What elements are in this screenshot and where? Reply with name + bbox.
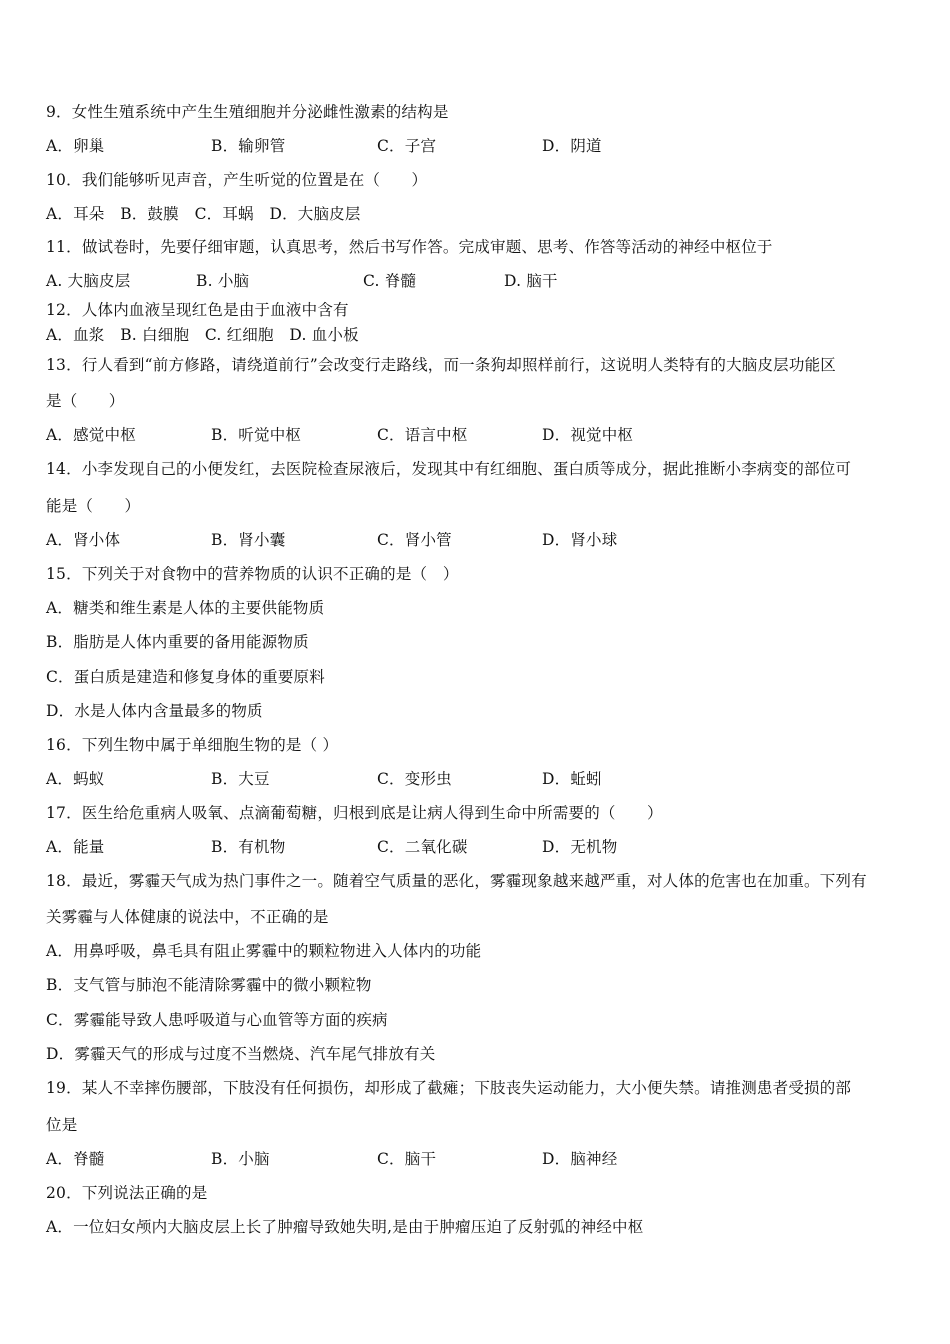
question-12-stem: 12．人体内血液呈现红色是由于血液中含有 <box>46 301 349 319</box>
question-15-stem: 15．下列关于对食物中的营养物质的认识不正确的是（ ） <box>46 565 459 583</box>
question-11-stem: 11．做试卷时，先要仔细审题，认真思考，然后书写作答。完成审题、思考、作答等活动的神经中枢位于 <box>46 238 773 256</box>
question-12-options: A．血浆 B. 白细胞 C. 红细胞 D. 血小板 <box>46 326 359 344</box>
option-b: B．小脑 <box>211 1150 270 1168</box>
question-15-option-b: B．脂肪是人体内重要的备用能源物质 <box>46 633 309 651</box>
option-d: D. 脑干 <box>504 272 558 290</box>
option-c: C．二氧化碳 <box>377 838 468 856</box>
option-b: B．听觉中枢 <box>211 426 302 444</box>
option-c: C．语言中枢 <box>377 426 468 444</box>
question-14-stem-line-1: 14．小李发现自己的小便发红，去医院检查尿液后，发现其中有红细胞、蛋白质等成分，据此推断小李病变的部位可 <box>46 460 852 478</box>
question-18-stem-line-2: 关雾霾与人体健康的说法中，不正确的是 <box>46 908 329 926</box>
question-10-options: A．耳朵 B．鼓膜 C．耳蜗 D．大脑皮层 <box>46 205 361 223</box>
question-13-stem-line-2: 是（ ） <box>46 392 125 410</box>
option-d: D．脑神经 <box>542 1150 618 1168</box>
question-15-option-d: D．水是人体内含量最多的物质 <box>46 702 263 720</box>
option-d: D．肾小球 <box>542 531 618 549</box>
question-15-option-c: C．蛋白质是建造和修复身体的重要原料 <box>46 668 325 686</box>
question-20-option-a: A．一位妇女颅内大脑皮层上长了肿瘤导致她失明,是由于肿瘤压迫了反射弧的神经中枢 <box>46 1218 644 1236</box>
question-13-stem-line-1: 13．行人看到“前方修路，请绕道前行”会改变行走路线，而一条狗却照样前行，这说明人类特有的大脑皮层功能区 <box>46 356 836 374</box>
question-19-stem-line-2: 位是 <box>46 1116 78 1134</box>
question-18-option-a: A．用鼻呼吸，鼻毛具有阻止雾霾中的颗粒物进入人体内的功能 <box>46 942 482 960</box>
option-c: C. 脊髓 <box>363 272 417 290</box>
option-a: A．卵巢 <box>46 137 105 155</box>
option-d: D．蚯蚓 <box>542 770 602 788</box>
option-c: C．子宫 <box>377 137 437 155</box>
question-19-stem-line-1: 19．某人不幸摔伤腰部，下肢没有任何损伤，却形成了截瘫；下肢丧失运动能力，大小便失禁。请推测患者受损的部 <box>46 1079 852 1097</box>
option-b: B．大豆 <box>211 770 270 788</box>
option-d: D．视觉中枢 <box>542 426 634 444</box>
question-16-stem: 16．下列生物中属于单细胞生物的是（ ） <box>46 736 339 754</box>
option-a: A．感觉中枢 <box>46 426 136 444</box>
option-d: D．阴道 <box>542 137 602 155</box>
option-b: B．输卵管 <box>211 137 286 155</box>
option-a: A. 大脑皮层 <box>46 272 131 290</box>
question-20-stem: 20．下列说法正确的是 <box>46 1184 208 1202</box>
option-c: C．肾小管 <box>377 531 452 549</box>
option-b: B．肾小囊 <box>211 531 286 549</box>
question-18-option-b: B．支气管与肺泡不能清除雾霾中的微小颗粒物 <box>46 976 372 994</box>
question-18-option-c: C．雾霾能导致人患呼吸道与心血管等方面的疾病 <box>46 1011 388 1029</box>
option-c: C．变形虫 <box>377 770 452 788</box>
option-c: C．脑干 <box>377 1150 437 1168</box>
question-9-stem: 9．女性生殖系统中产生生殖细胞并分泌雌性激素的结构是 <box>46 103 449 121</box>
question-18-stem-line-1: 18．最近，雾霾天气成为热门事件之一。随着空气质量的恶化，雾霾现象越来越严重，对人体的危害也在加重。下列有 <box>46 872 867 890</box>
option-a: A．蚂蚁 <box>46 770 105 788</box>
question-14-stem-line-2: 能是（ ） <box>46 497 141 515</box>
question-10-stem: 10．我们能够听见声音，产生听觉的位置是在（ ） <box>46 171 428 189</box>
option-d: D．无机物 <box>542 838 618 856</box>
question-17-stem: 17．医生给危重病人吸氧、点滴葡萄糖，归根到底是让病人得到生命中所需要的（ ） <box>46 804 663 822</box>
option-a: A．能量 <box>46 838 105 856</box>
option-a: A．脊髓 <box>46 1150 105 1168</box>
question-18-option-d: D．雾霾天气的形成与过度不当燃烧、汽车尾气排放有关 <box>46 1045 436 1063</box>
option-b: B．有机物 <box>211 838 286 856</box>
option-a: A．肾小体 <box>46 531 121 549</box>
question-15-option-a: A．糖类和维生素是人体的主要供能物质 <box>46 599 325 617</box>
option-b: B. 小脑 <box>196 272 250 290</box>
